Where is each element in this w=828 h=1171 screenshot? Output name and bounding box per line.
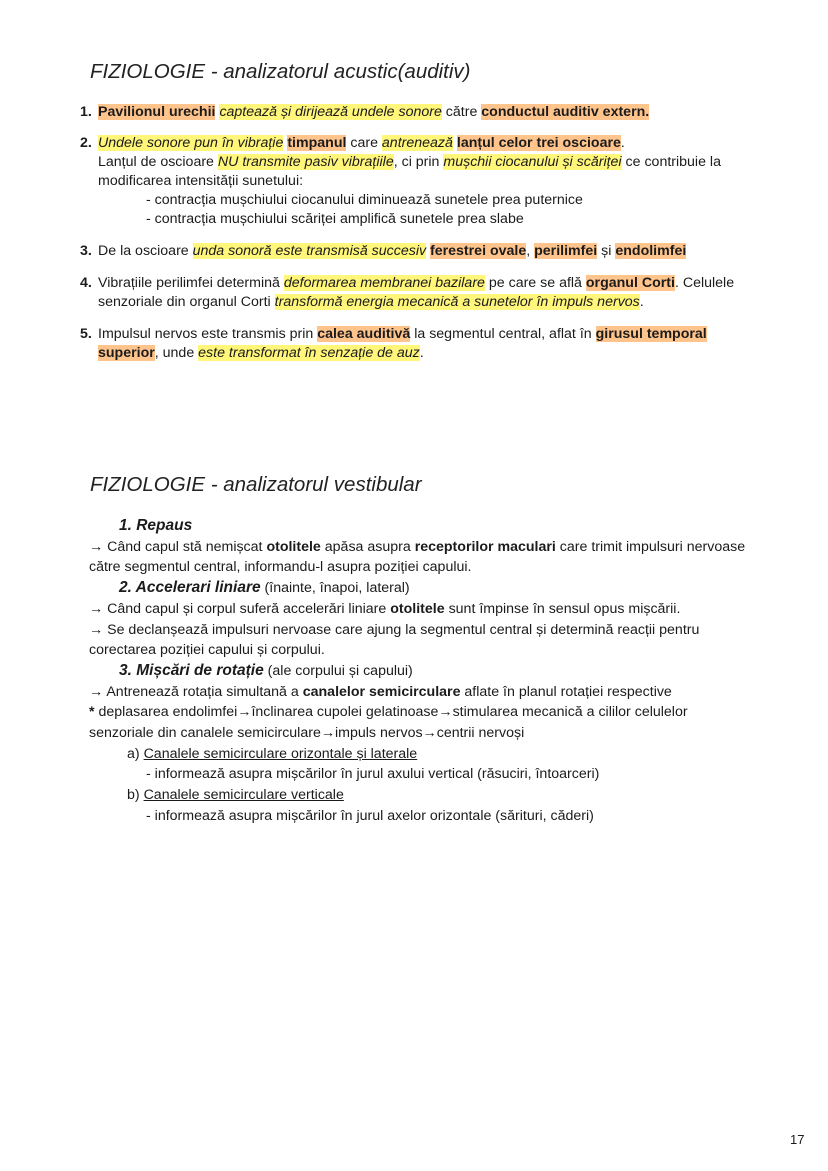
text-run: → Când capul și corpul suferă accelerări liniare xyxy=(89,600,391,617)
text-run: . xyxy=(639,294,644,310)
text-run: . xyxy=(419,345,424,361)
text-run: canalelor semicirculare xyxy=(302,683,461,700)
text-run: , xyxy=(526,243,535,259)
text-run: 1. Repaus xyxy=(119,517,193,534)
text-run: , unde xyxy=(154,345,199,361)
text-run: . Celulele xyxy=(674,275,735,291)
text-run: (înainte, înapoi, lateral) xyxy=(260,580,410,597)
text-run: b) xyxy=(127,787,144,804)
text-run: pe care se află xyxy=(484,275,586,291)
acoustic-list xyxy=(80,103,780,363)
highlight-term: timpanul xyxy=(287,135,347,151)
highlight-term: girusul temporal xyxy=(595,326,707,342)
text-run: 2. Accelerari liniare xyxy=(119,579,261,597)
text-run: Canalele semicirculare verticale xyxy=(143,787,344,804)
sub-detail xyxy=(89,806,789,827)
text-run: la segmentul central, aflat în xyxy=(410,326,596,342)
highlight-term: lanțul celor trei oscioare xyxy=(456,135,621,151)
paragraph-line xyxy=(89,537,789,558)
text-run: către segmentul central, informandu-l asupra poziției capului. xyxy=(89,559,472,576)
text-run: care xyxy=(346,135,382,151)
text-run: către xyxy=(441,104,482,120)
section-title-acoustic: FIZIOLOGIE - analizatorul acustic(auditiv) xyxy=(90,60,471,83)
highlight-phrase: mușchii ciocanului și scăriței xyxy=(443,154,622,170)
text-line xyxy=(98,242,780,261)
paragraph-line xyxy=(89,620,789,641)
text-run: care trimit impulsuri nervoase xyxy=(555,538,746,555)
paragraph-line xyxy=(89,723,789,744)
text-line xyxy=(98,293,780,312)
text-run: De la oscioare xyxy=(98,243,193,259)
text-run: modificarea intensității sunetului: xyxy=(98,173,304,189)
text-run: → Antrenează rotația simultană a xyxy=(89,683,303,700)
list-item: 4. Vibrațiile perilimfei determină deformarea membranei bazilare pe care se află organul Corti. Celulele senzoriale din organul Corti transformă energia mecanică a sunetelor în impuls nervos. xyxy=(80,274,780,312)
text-run: apăsa asupra xyxy=(320,538,415,555)
text-run: senzoriale din organul Corti xyxy=(98,294,275,310)
subheading xyxy=(89,578,789,599)
highlight-phrase: unda sonoră este transmisă succesiv xyxy=(192,243,427,259)
paragraph-line xyxy=(89,599,789,620)
highlight-term: Pavilionul urechii xyxy=(98,104,216,120)
highlight-term: ferestrei ovale xyxy=(430,243,527,259)
text-run: * xyxy=(89,704,99,721)
highlight-term: calea auditivă xyxy=(317,326,411,342)
text-run: corectarea poziției capului și corpului. xyxy=(89,642,325,659)
text-run: → Se declanșează impulsuri nervoase care ajung la segmentul central și determină reacții pentru xyxy=(89,621,700,638)
text-run: senzoriale din canalele semicirculare→impuls nervos→centrii nervoși xyxy=(89,725,525,742)
text-line xyxy=(98,103,780,122)
text-run: Vibrațiile perilimfei determină xyxy=(98,275,284,291)
sub-bullet: - contracția mușchiului ciocanului diminuează sunetele prea puternice xyxy=(146,192,583,208)
paragraph-line xyxy=(89,640,789,661)
highlight-phrase: Undele sonore pun în vibrație xyxy=(98,135,284,151)
paragraph-line xyxy=(89,682,789,703)
list-item: 2. Undele sonore pun în vibrație timpanul care antrenează lanțul celor trei oscioare. Lanțul de oscioare NU transmite pasiv vibrațiile, ci prin mușchii ciocanului și scăriței ce contribuie la modificarea intensității sunetului: - contracția mușchiului ciocanului diminuează sunetele prea puternice - contracția mușchiului scăriței amplifică sunetele prea slabe xyxy=(80,134,780,229)
list-item: 3. De la oscioare unda sonoră este transmisă succesiv ferestrei ovale, perilimfei și endolimfei xyxy=(80,242,780,261)
text-run: Lanțul de oscioare xyxy=(98,154,218,170)
text-run: aflate în planul rotației respective xyxy=(460,683,672,700)
subheading xyxy=(89,516,789,537)
text-line xyxy=(98,153,780,172)
text-run: otolitele xyxy=(390,600,445,617)
highlight-phrase: deformarea membranei bazilare xyxy=(283,275,485,291)
highlight-phrase: este transformat în senzație de auz xyxy=(198,345,420,361)
text-run: (ale corpului și capului) xyxy=(263,662,413,679)
page-number: 17 xyxy=(790,1132,805,1147)
highlight-term: perilimfei xyxy=(534,243,598,259)
section-title-vestibular: FIZIOLOGIE - analizatorul vestibular xyxy=(90,473,422,496)
list-item: 1. Pavilionul urechii captează și dirijează undele sonore către conductul auditiv extern. xyxy=(80,103,780,122)
sub-item xyxy=(89,744,789,765)
highlight-term: endolimfei xyxy=(615,243,687,259)
text-run: Canalele semicirculare orizontale și laterale xyxy=(143,745,418,762)
text-run: Impulsul nervos este transmis prin xyxy=(98,326,318,342)
text-run: 3. Mișcări de rotație xyxy=(119,661,264,679)
highlight-term: superior xyxy=(98,345,155,361)
text-run: , ci prin xyxy=(393,154,444,170)
paragraph-line xyxy=(89,702,789,723)
sub-bullet: - contracția mușchiului scăriței amplifică sunetele prea slabe xyxy=(146,211,524,227)
vestibular-content xyxy=(89,516,789,827)
highlight-phrase: antrenează xyxy=(381,135,453,151)
subheading xyxy=(89,661,789,682)
list-item: 5. Impulsul nervos este transmis prin calea auditivă la segmentul central, aflat în girusul temporal superior, unde este transformat în senzație de auz. xyxy=(80,325,780,363)
text-run: deplasarea endolimfei→înclinarea cupolei gelatinoase→stimularea mecanică a cililor celulelor xyxy=(98,704,688,721)
text-run: → Când capul stă nemișcat xyxy=(89,538,267,555)
highlight-term: conductul auditiv extern. xyxy=(481,104,650,120)
text-run: - informează asupra mișcărilor în jurul axelor orizontale (sărituri, căderi) xyxy=(146,807,594,824)
text-line xyxy=(98,274,780,293)
paragraph-line xyxy=(89,557,789,578)
text-line xyxy=(98,134,780,153)
sub-item xyxy=(89,785,789,806)
sub-detail xyxy=(89,764,789,785)
text-line xyxy=(98,325,780,344)
text-run: otolitele xyxy=(266,538,321,555)
text-run: receptorilor maculari xyxy=(414,538,556,555)
text-line xyxy=(98,344,780,363)
text-line xyxy=(98,172,780,191)
highlight-phrase: captează și dirijează undele sonore xyxy=(219,104,442,120)
text-run: . xyxy=(620,135,625,151)
highlight-phrase: transformă energia mecanică a sunetelor în impuls nervos xyxy=(274,294,640,310)
text-run: ce contribuie la xyxy=(621,154,721,170)
text-run: a) xyxy=(127,745,144,762)
text-run: - informează asupra mișcărilor în jurul axului vertical (răsuciri, întoarceri) xyxy=(146,766,600,783)
highlight-term: organul Corti xyxy=(585,275,675,291)
highlight-phrase: NU transmite pasiv vibrațiile xyxy=(217,154,394,170)
text-run: și xyxy=(597,243,616,259)
text-run: sunt împinse în sensul opus mișcării. xyxy=(444,600,681,617)
